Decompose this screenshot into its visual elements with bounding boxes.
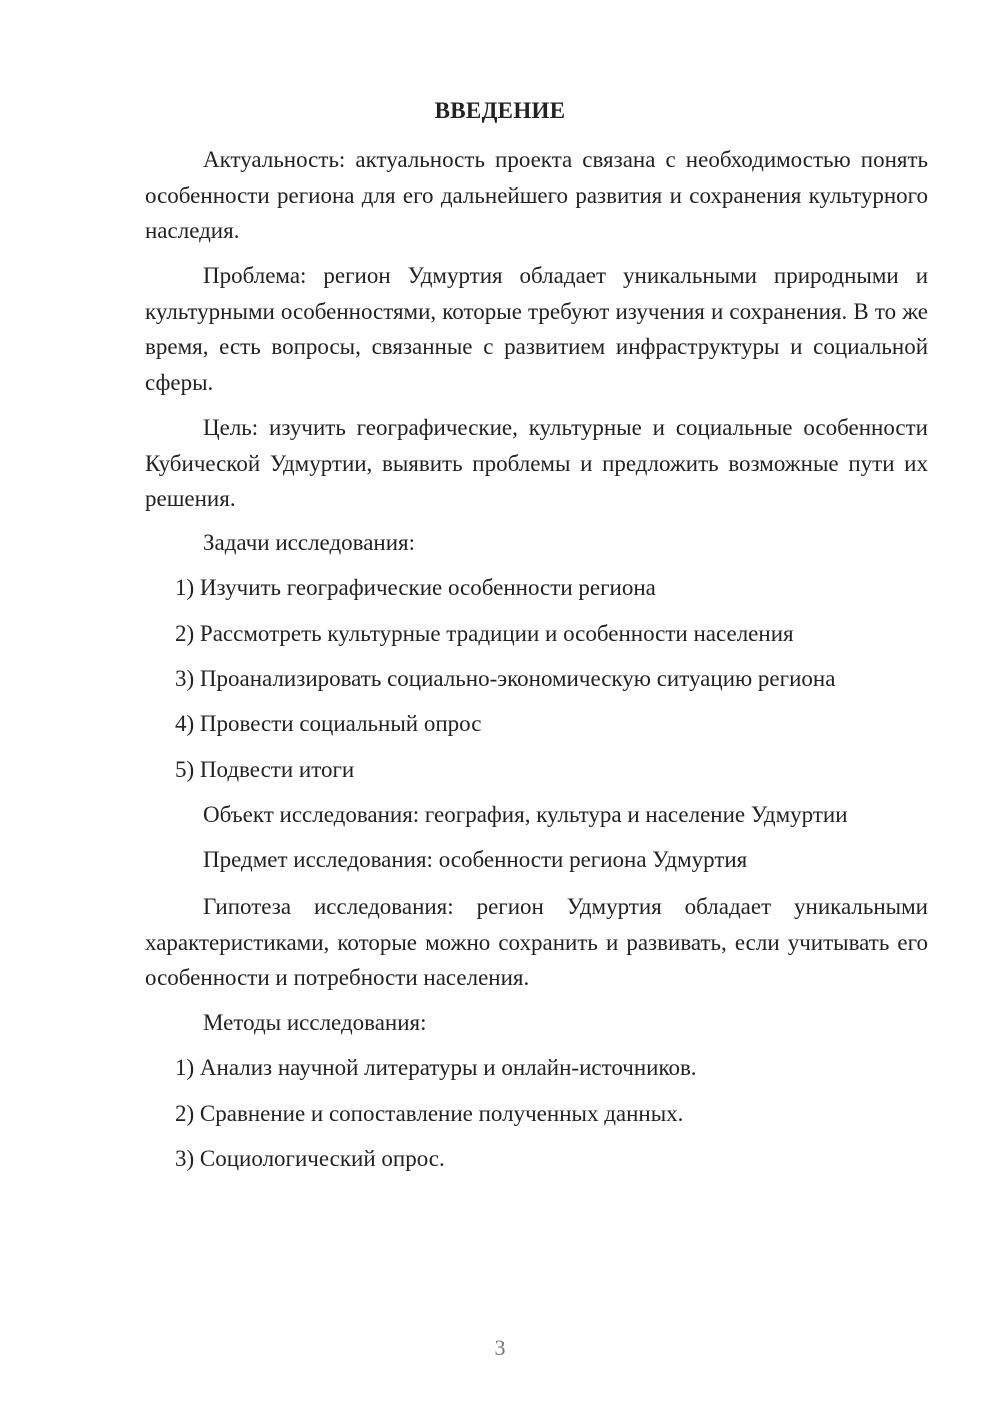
problem-paragraph: Проблема: регион Удмуртия обладает уникальными природными и культурными особенностями, которые требуют изучения и сохранения. В то же время, есть вопросы, связанные с развитием инфраструктуры и социальной сферы. [145, 263, 928, 395]
tasks-heading: Задачи исследования: [203, 530, 416, 555]
research-object: Объект исследования: география, культура и население Удмуртии [203, 802, 848, 827]
task-item-2: 2) Рассмотреть культурные традиции и особенности населения [175, 621, 794, 646]
task-item-5: 5) Подвести итоги [175, 757, 355, 782]
page-number: 3 [494, 1335, 506, 1360]
research-subject: Предмет исследования: особенности региона Удмуртия [203, 847, 748, 872]
task-item-4: 4) Провести социальный опрос [175, 711, 482, 736]
methods-heading: Методы исследования: [203, 1010, 427, 1035]
method-item-2: 2) Сравнение и сопоставление полученных данных. [175, 1101, 684, 1126]
task-item-3: 3) Проанализировать социально-экономическую ситуацию региона [175, 666, 836, 691]
goal-paragraph: Цель: изучить географические, культурные и социальные особенности Кубической Удмуртии, выявить проблемы и предложить возможные пути их решения. [145, 415, 928, 511]
task-item-1: 1) Изучить географические особенности региона [175, 575, 656, 600]
hypothesis-paragraph: Гипотеза исследования: регион Удмуртия обладает уникальными характеристиками, которые можно сохранить и развивать, если учитывать его особенности и потребности населения. [145, 894, 928, 990]
document-title: ВВЕДЕНИЕ [434, 98, 566, 123]
actuality-paragraph: Актуальность: актуальность проекта связана с необходимостью понять особенности региона для его дальнейшего развития и сохранения культурного наследия. [145, 147, 928, 243]
method-item-3: 3) Социологический опрос. [175, 1146, 445, 1171]
method-item-1: 1) Анализ научной литературы и онлайн-источников. [175, 1055, 697, 1080]
